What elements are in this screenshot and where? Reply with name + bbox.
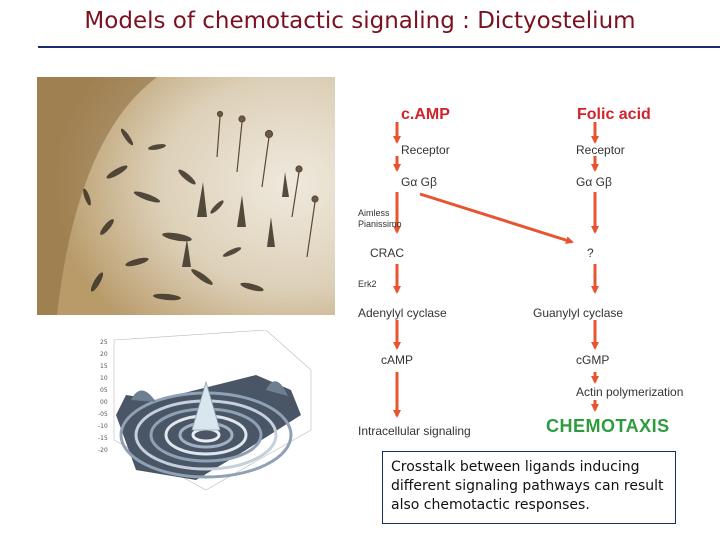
g-proteins-label-left: Gα Gβ — [401, 175, 437, 189]
unknown-effector-label: ? — [587, 246, 594, 260]
slide-title: Models of chemotactic signaling : Dictyostelium — [84, 8, 636, 34]
axis-tick: -10 — [98, 423, 108, 430]
erk2-label: Erk2 — [358, 279, 377, 289]
folic-acid-heading: Folic acid — [577, 106, 651, 123]
camp-heading: c.AMP — [401, 106, 450, 123]
axis-tick: -15 — [98, 435, 108, 442]
guanylyl-cyclase-label: Guanylyl cyclase — [533, 306, 624, 320]
pianissimo-label: Pianissimo — [358, 219, 402, 229]
dictyostelium-photo — [37, 77, 335, 315]
g-proteins-label-right: Gα Gβ — [576, 175, 612, 189]
axis-tick: -20 — [98, 447, 108, 454]
camp-label: cAMP — [381, 353, 414, 367]
chemotaxis-label: CHEMOTAXIS — [546, 416, 670, 436]
axis-tick: -05 — [98, 411, 108, 418]
signaling-pathway-diagram — [350, 96, 720, 446]
adenylyl-cyclase-label: Adenylyl cyclase — [358, 306, 447, 320]
axis-tick: 10 — [100, 375, 108, 382]
axis-tick: 00 — [100, 399, 108, 406]
axis-tick: 15 — [100, 363, 108, 370]
crosstalk-callout: Crosstalk between ligands inducing different signaling pathways can result also chemotactic responses. — [382, 451, 676, 524]
axis-tick: 20 — [100, 351, 108, 358]
axis-tick: 05 — [100, 387, 108, 394]
axis-tick: 25 — [100, 339, 108, 346]
cgmp-label: cGMP — [576, 353, 610, 367]
arrow-crosstalk — [420, 194, 572, 242]
actin-polymerization-label: Actin polymerization — [576, 385, 684, 399]
receptor-label-left: Receptor — [401, 143, 450, 157]
crac-label: CRAC — [370, 246, 405, 260]
aimless-label: Aimless — [358, 208, 390, 218]
receptor-label-right: Receptor — [576, 143, 625, 157]
spiral-wave-surface-plot — [96, 330, 318, 500]
title-underline — [38, 46, 720, 48]
intracellular-signaling-label: Intracellular signaling — [358, 424, 471, 438]
